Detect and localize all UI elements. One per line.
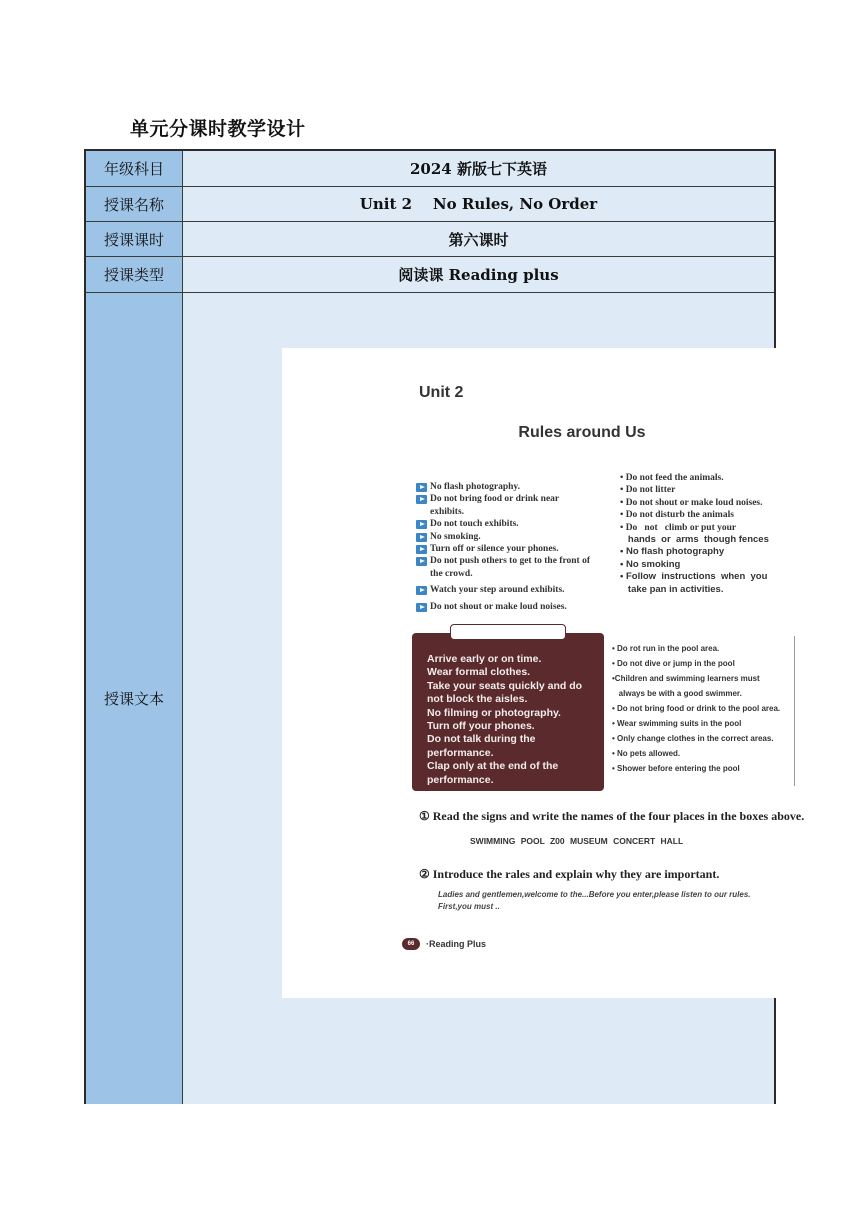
sign-item: • Do not feed the animals. [620,473,724,483]
table-row [86,293,805,1104]
name-box [450,624,566,640]
sign-item: • Shower before entering the pool [612,764,740,773]
sign-item: • Do rot run in the pool area. [612,644,720,653]
sign-item: Wear formal clothes. [427,666,531,679]
play-icon [416,586,427,595]
play-icon [416,520,427,529]
task-one: ① Read the signs and write the names of the four places in the boxes above. [419,809,805,823]
sign-item: • No pets allowed. [612,749,681,758]
sign-item: Turn off or silence your phones. [416,543,594,555]
sign-item: •Children and swimming learners must [612,674,760,683]
sign-item: • Do not bring food or drink to the pool area. [612,704,781,713]
sign-item: No smoking. [416,531,594,543]
page-heading: Rules around Us [518,424,646,441]
concert-sign-list [427,653,582,787]
page-footer: ·Reading Plus [426,939,487,949]
sign-item: • No smoking [620,558,681,570]
sign-item: Clap only at the end of the [427,760,559,773]
sign-item: No filming or photography. [427,706,561,719]
sign-item: always be with a good swimmer. [612,689,742,698]
example-text: Ladies and gentlemen,welcome to the...Before you enter,please listen to our rules. First,you must .. [438,890,751,911]
play-icon [416,557,427,566]
play-icon [416,533,427,542]
sign-item: Turn off your phones. [427,720,535,733]
table-row [86,187,774,222]
sign-item: • Do not disturb the animals [620,510,734,521]
sign-item: • Wear swimming suits in the pool [612,719,742,728]
sign-item: • Do not dive or jump in the pool [612,659,735,668]
sign-item: Take your seats quickly and do [427,679,583,692]
table-row [86,222,774,257]
sign-item: Arrive early or on time. [427,653,542,665]
sign-item: • Only change clothes in the correct areas. [612,734,774,743]
table-row [86,257,774,293]
row-label: 授课课时 [86,222,183,256]
document-title: 单元分课时教学设计 [130,118,306,140]
play-icon [416,545,427,554]
sign-item: • Do not shout or make loud noises. [620,497,763,508]
row-label: 年级科目 [86,151,183,186]
row-label: 授课文本 [86,293,183,1104]
lesson-table [84,149,805,1104]
concert-sign-board [412,633,604,791]
task-two: ② Introduce the rales and explain why they are important. [419,867,720,881]
sign-item: Do not talk during the [427,733,536,746]
sign-item: not block the aisles. [427,693,528,706]
row-label: 授课名称 [86,187,183,221]
sign-item: hands or arms though fences [620,534,769,546]
sign-item: Do not shout or make loud noises. [416,601,594,613]
divider [794,636,795,786]
sign-item: take pan in activities. [620,583,724,595]
sign-item: performance. [427,746,494,759]
page-number-badge: 66 [402,938,420,950]
sign-item: performance. [427,773,494,786]
sign-item: Do not bring food or drink near exhibits. [416,493,594,518]
play-icon [416,495,427,504]
sign-item: Watch your step around exhibits. [416,584,594,596]
sign-item: • Follow instructions when you [620,571,768,583]
table-row [86,151,774,187]
play-icon [416,483,427,492]
row-value: 2024 新版七下英语 [183,151,774,186]
row-value: 第六课时 [183,222,774,256]
teaching-text-cell [183,293,805,1104]
sign-item: No flash photography. [416,481,594,493]
museum-sign-list [416,481,594,613]
sign-item: • Do not climb or put your [620,522,737,533]
pool-sign-list [612,641,802,776]
row-value: 阅读课 Reading plus [183,257,774,292]
row-value: Unit 2 No Rules, No Order [183,187,774,221]
sign-item: Do not touch exhibits. [416,518,594,530]
row-label: 授课类型 [86,257,183,292]
unit-label: Unit 2 [419,384,464,401]
place-names: SWIMMING POOL Z00 MUSEUM CONCERT HALL [470,836,684,846]
sign-item: Do not push others to get to the front of the crowd. [416,555,594,580]
zoo-sign-list [620,472,790,596]
sign-item: • Do not litter [620,485,676,496]
sign-item: • No flash photography [620,546,725,558]
play-icon [416,603,427,612]
textbook-page [282,348,822,998]
